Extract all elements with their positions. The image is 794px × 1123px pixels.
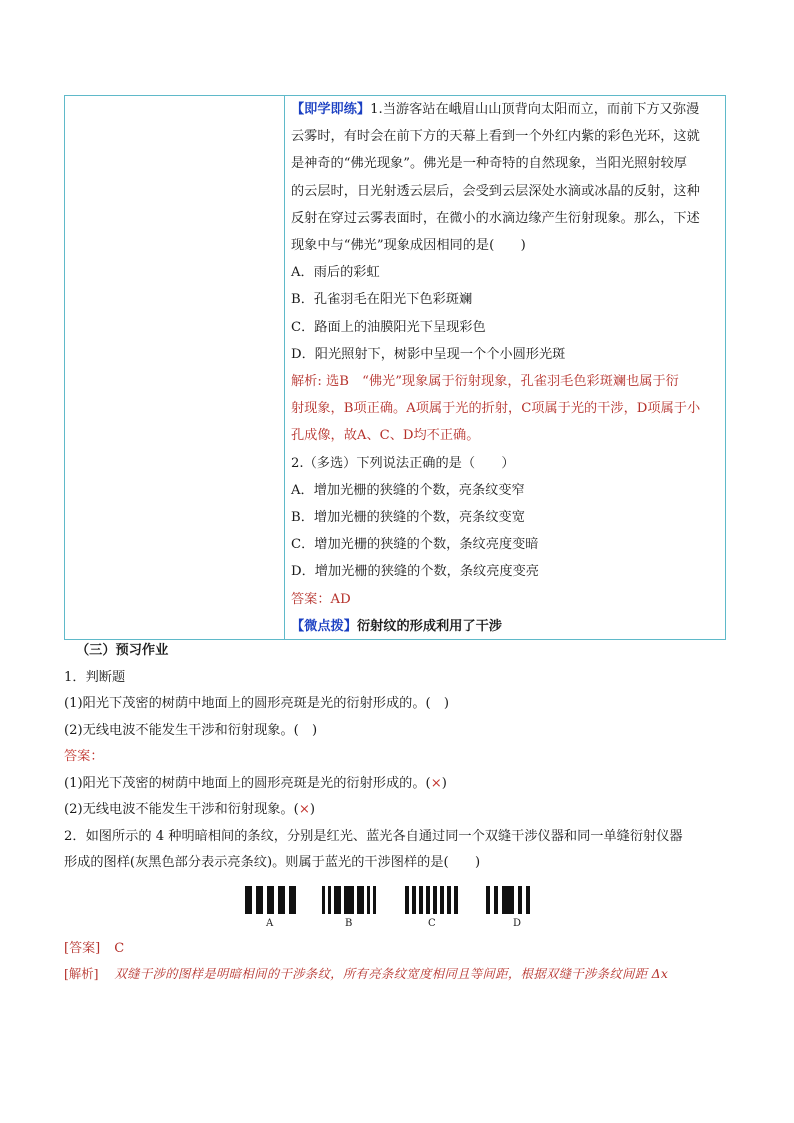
answer-tag: [答案]	[64, 941, 101, 956]
figure-label-a: A	[266, 918, 274, 929]
item1-line-0: (1)阳光下茂密的树荫中地面上的圆形亮斑是光的衍射形成的。( )	[64, 696, 450, 711]
item2-line-0: 2．如图所示的 4 种明暗相间的条纹，分别是红光、蓝光各自通过同一个双缝干涉仪器和同一单缝衍射仪器	[64, 828, 683, 844]
q1-option-b: B．孔雀羽毛在阳光下色彩斑斓	[291, 292, 473, 308]
tip-line	[291, 613, 721, 640]
q1-line-3: 的云层时，日光射透云层后，会受到云层深处水滴或冰晶的反射，这种	[291, 183, 700, 199]
q2-answer-line	[64, 937, 124, 956]
item1-line-1: (2)无线电波不能发生干涉和衍射现象。( )	[64, 722, 318, 738]
q1-analysis-2: 孔成像，故A、C、D均不正确。	[291, 428, 480, 444]
answer-line-1: (2)无线电波不能发生干涉和衍射现象。(×)	[64, 802, 316, 817]
q1-line-0: 【即学即练】1.当游客站在峨眉山山顶背向太阳而立，而前下方又弥漫	[291, 102, 700, 117]
q1-analysis-1: 射现象，B项正确。A项属于光的折射，C项属于光的干涉，D项属于小	[291, 401, 701, 417]
item1-title: 1．判断题	[64, 669, 126, 685]
table-divider	[284, 96, 285, 639]
q2-stem: 2.（多选）下列说法正确的是（ ）	[291, 455, 515, 471]
q1-line-1: 云雾时，有时会在前下方的天幕上看到一个外红内紫的彩色光环，这就	[291, 129, 700, 145]
practice-cell	[291, 96, 721, 640]
q2-answer: 答案：AD	[291, 591, 351, 607]
pattern-a	[245, 886, 296, 914]
q2-option-c: C．增加光栅的狭缝的个数，条纹亮度变暗	[291, 537, 539, 553]
homework-section	[64, 638, 744, 877]
fringe-figure	[240, 884, 560, 934]
fringe-patterns-svg	[240, 884, 560, 918]
practice-tag: 【即学即练】	[291, 102, 371, 117]
q2-option-b: B．增加光栅的狭缝的个数，亮条纹变宽	[291, 510, 525, 526]
tip-tag: 【微点拨】	[291, 618, 357, 634]
q1-line-2: 是神奇的“佛光现象”。佛光是一种奇特的自然现象，当阳光照射较厚	[291, 156, 687, 172]
pattern-c	[405, 886, 458, 914]
item2-line-1: 形成的图样(灰黑色部分表示亮条纹)。则属于蓝光的干涉图样的是( )	[64, 855, 481, 870]
q2-analysis-line	[64, 964, 668, 982]
q1-option-c: C．路面上的油膜阳光下呈现彩色	[291, 319, 486, 335]
q1-line-4: 反射在穿过云雾表面时，在微小的水滴边缘产生衍射现象。那么，下述	[291, 210, 700, 226]
figure-label-d: D	[513, 918, 522, 929]
q1-line-5: 现象中与“佛光”现象成因相同的是( )	[291, 238, 526, 254]
figure-label-c: C	[428, 918, 436, 929]
q2-option-a: A．增加光栅的狭缝的个数，亮条纹变窄	[291, 482, 525, 498]
pattern-d	[486, 886, 530, 914]
q1-analysis-0: 解析: 选B “佛光”现象属于衍射现象，孔雀羽毛色彩斑斓也属于衍	[291, 374, 679, 390]
practice-table	[64, 95, 726, 640]
answer-value: C	[114, 941, 125, 956]
q2-option-d: D．增加光栅的狭缝的个数，条纹亮度变亮	[291, 564, 539, 580]
answer-label: 答案：	[64, 749, 104, 764]
q1-option-d: D．阳光照射下，树影中呈现一个个小圆形光斑	[291, 346, 566, 362]
pattern-b	[322, 886, 376, 914]
tip-text: 衍射纹的形成利用了干涉	[356, 618, 502, 634]
q1-option-a: A．雨后的彩虹	[291, 265, 380, 281]
analysis-tag: [解析]	[64, 966, 99, 981]
figure-label-b: B	[345, 918, 353, 929]
homework-heading: （三）预习作业	[76, 643, 169, 658]
analysis-text: 双缝干涉的图样是明暗相间的干涉条纹，所有亮条纹宽度相同且等间距，根据双缝干涉条纹间距 Δx	[114, 966, 669, 981]
answer-line-0: (1)阳光下茂密的树荫中地面上的圆形亮斑是光的衍射形成的。(×)	[64, 775, 447, 791]
